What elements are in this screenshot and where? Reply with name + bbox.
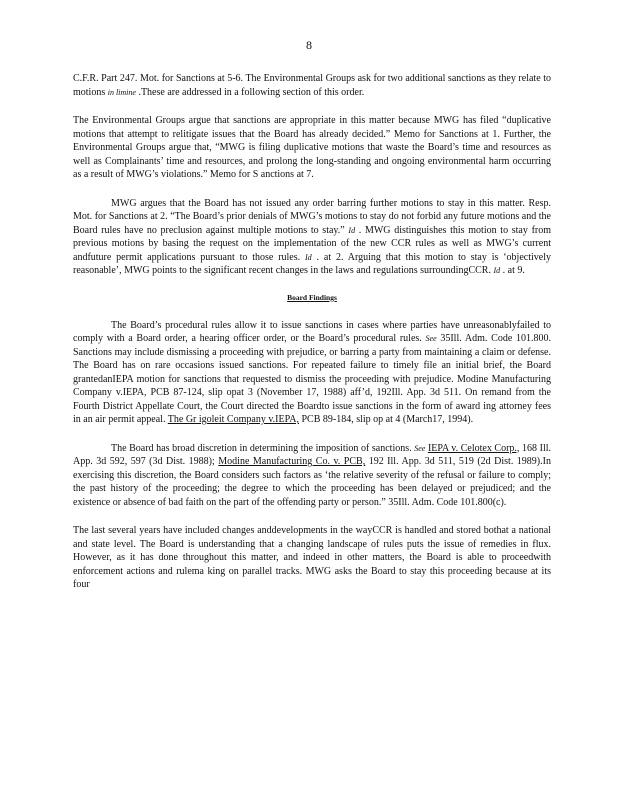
paragraph-text: . at 2. Arguing that this motion to stay is ‘objectively reasonable’, MWG points to the significant recent changes in the laws and regulations surroundingCCR. (73, 251, 551, 276)
case-citation: IEPA v. Celotex Corp., (427, 442, 520, 454)
paragraph-text: .These are addressed in a following section of this order. (135, 86, 365, 98)
paragraph-mwg-argument (73, 197, 551, 278)
paragraph-text: MWG argues that the Board has not issued any order barring further motions to stay in this matter. Resp. Mot. for Sanctions at 2. “The Board’s prior denials of MWG’s motions to stay do not forbid any future motions and the Board rules have no preclusion against multiple motions to stay.” (73, 197, 551, 236)
paragraph-text: 168 Ill. App. 3d 592, 597 (3d Dist. 1988); (73, 442, 552, 467)
paragraph-procedural-rules (73, 319, 551, 427)
paragraph-sanctions-request (73, 72, 551, 99)
citation-see: See (414, 443, 426, 453)
citation-id: Id (348, 225, 356, 235)
paragraph-ccr-changes: The last several years have included changes anddevelopments in the wayCCR is handled and stored bothat a national and state level. The Board is understanding that a changing landscape of rules puts the issue of remedies in flux. However, as it has done throughout this matter, and indeed in other matters, the Board is able to proceedwith enforcement actions and rulema king on parallel tracks. MWG asks the Board to stay this proceeding because at its four (73, 525, 551, 590)
paragraph-text: C.F.R. Part 247. Mot. for Sanctions at 5-6. The Environmental Groups ask for two additional sanctions as they relate to motions (73, 73, 551, 98)
paragraph-text: PCB 89-184, slip op at 4 (March17, 1994). (298, 414, 474, 425)
document-body (73, 72, 551, 607)
paragraph-environmental-groups-argument: The Environmental Groups argue that sanctions are appropriate in this matter because MWG has filed “duplicative motions that attempt to relitigate issues that the Board has already decided.” Memo for Sanctions at 1. Further, the Environmental Groups argue that, “MWG is filing duplicative motions that waste the Board’s time and resources as well as Complainants’ time and resources, and prolong the long-standing and ongoing environmental harm occurring as a result of MWG’s violations.” Memo for S anctions at 7. (73, 115, 551, 180)
citation-id: Id (493, 266, 501, 275)
paragraph-text: The Board’s procedural rules allow it to issue sanctions in cases where parties have unreasonablyfailed to comply with a Board order, a hearing officer order, or the Board’s procedural rules. (73, 319, 551, 344)
citation-id: Id (305, 252, 312, 262)
paragraph-text: 35Ill. Adm. Code 101.800. Sanctions may include dismissing a proceeding with prejudice, or barring a party from maintaining a claim or defense. The Board has on rare occasions issued sanctions. For repeated failure to timely file an initial brief, the Board grantedanIEPA motion for sanctions that requested to dismiss the proceeding with prejudice. Modine Manufacturing Company v.IEPA, PCB 87-124, slip opat 3 (November 17, 1988) aff’d, 192Ill. App. 3d 511. On remand from the Fourth District Appellate Court, the Court directed the Boardto issue sanctions in the form of award ing attorney fees in an air permit appeal. (73, 333, 551, 425)
paragraph-broad-discretion (73, 442, 551, 510)
section-heading-text: Board Findings (287, 292, 337, 302)
page-number: 8 (306, 38, 312, 52)
case-citation: The Gr igoleit Company v.IEPA, (167, 414, 299, 425)
section-heading (73, 293, 551, 303)
paragraph-text: . MWG distinguishes this motion to stay from previous motions by basing the request on the implementation of the new CCR rules as well as MWG’s current andfuture permit applications pursuant to those rules. (73, 224, 552, 263)
citation-in-limine: in limine (107, 87, 136, 97)
paragraph-text: 192 Ill. App. 3d 511, 519 (2d Dist. 1989).In exercising this discretion, the Board considers such factors as ‘the relative severity of the refusal or failure to comply; the past history of the proceeding; the degree to which the proceeding has been delayed or prejudiced; and the existence or absence of bad faith on the part of the offending party or person.” 35Ill. Adm. Code 101.800(c). (73, 456, 551, 508)
citation-see: See (425, 334, 437, 343)
paragraph-text: . at 9. (500, 265, 525, 276)
case-citation: Modine Manufacturing Co. v. PCB, (218, 456, 366, 467)
paragraph-text: The Board has broad discretion in determining the imposition of sanctions. (111, 442, 415, 454)
